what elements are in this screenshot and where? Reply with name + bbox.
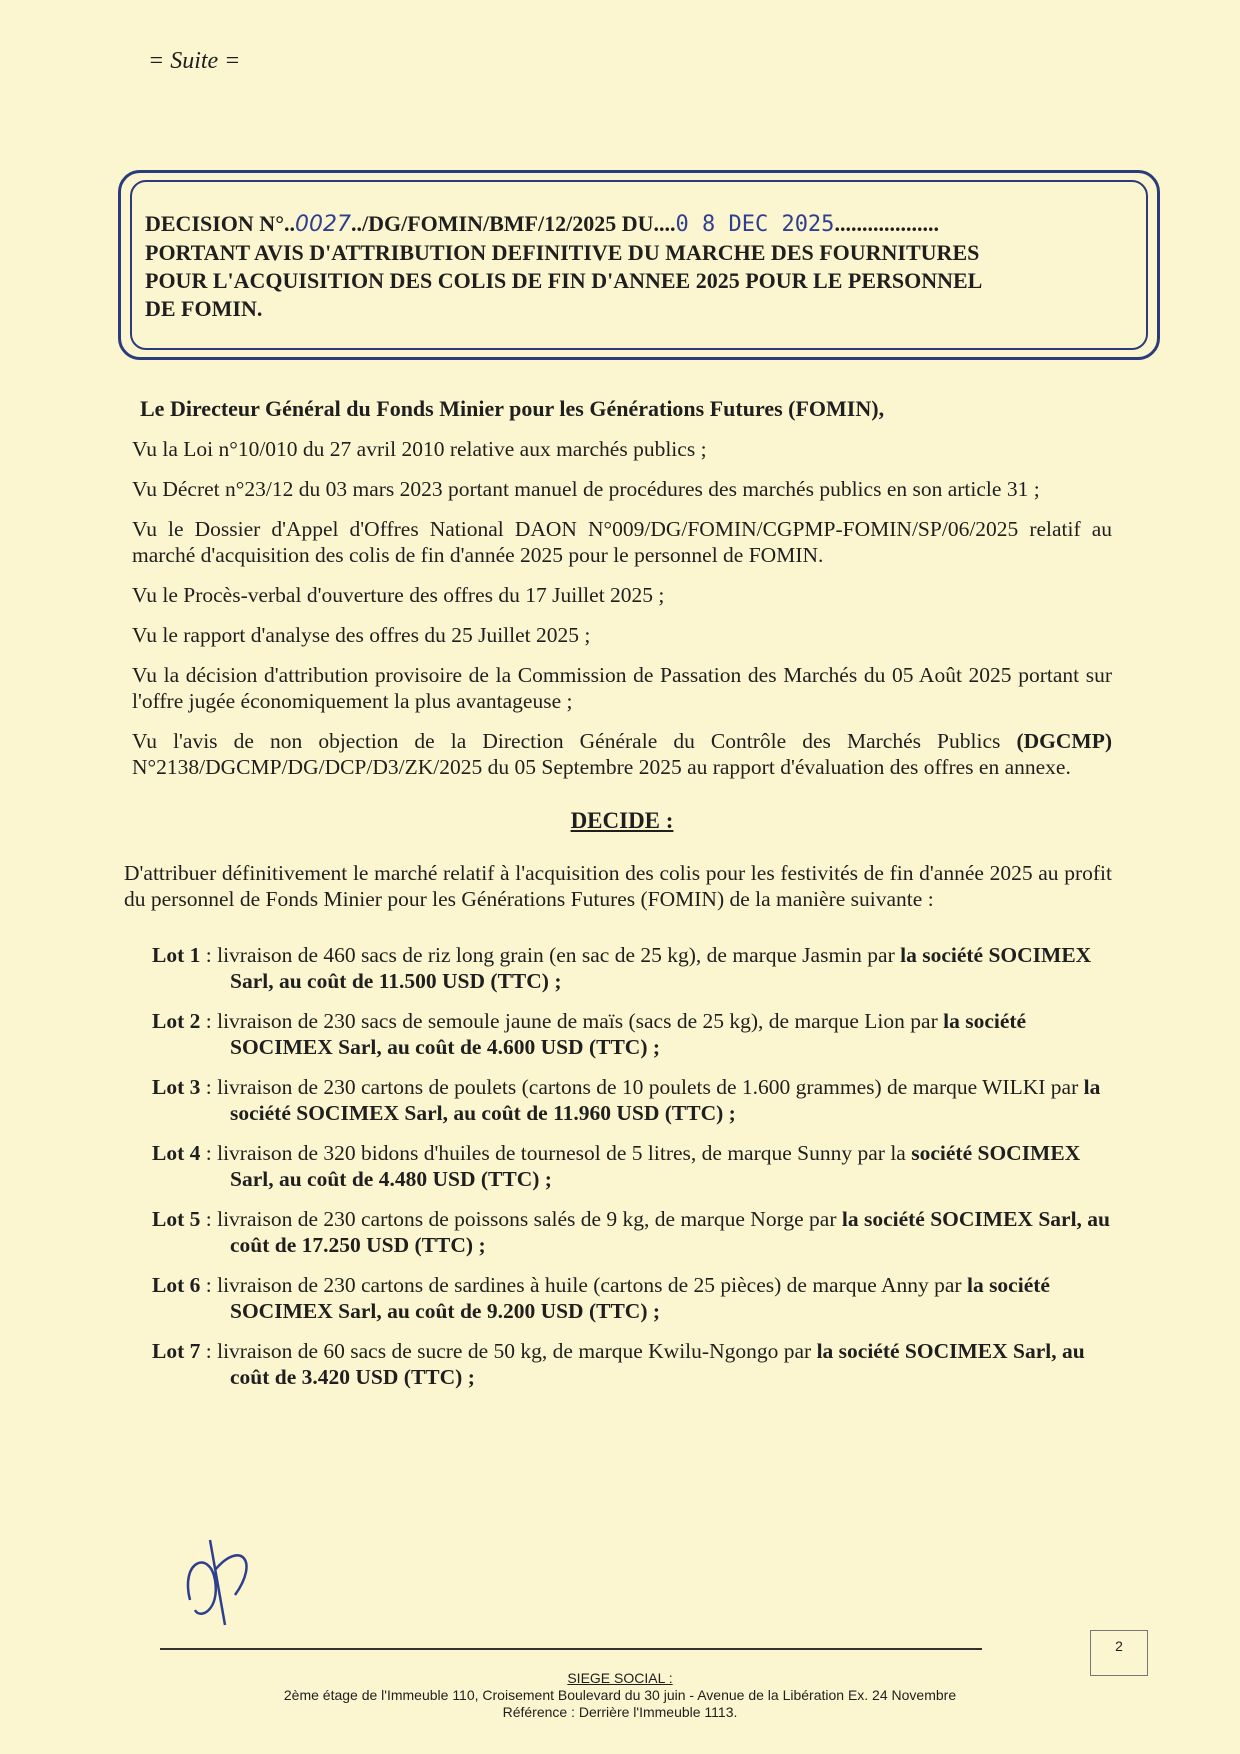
director-line: Le Directeur Général du Fonds Minier pour les Générations Futures (FOMIN), bbox=[140, 396, 885, 421]
decide-intro: D'attribuer définitivement le marché relatif à l'acquisition des colis pour les festivités de fin d'année 2025 au profit du personnel de Fonds Minier pour les Générations Futures (FOMIN) de la manière suivante : bbox=[124, 861, 1112, 911]
lot-label: Lot 3 bbox=[152, 1075, 201, 1099]
lot-text: : livraison de 230 cartons de poissons salés de 9 kg, de marque Norge par bbox=[200, 1207, 842, 1231]
lot-award: société SOCIMEX Sarl, au coût de 4.480 USD (TTC) ; bbox=[230, 1141, 1081, 1191]
decision-title-line-4: DE FOMIN. bbox=[145, 296, 263, 321]
lot-item bbox=[152, 1272, 1112, 1324]
lot-item bbox=[152, 1206, 1112, 1258]
lot-label: Lot 6 bbox=[152, 1273, 201, 1297]
vu-item: Vu Décret n°23/12 du 03 mars 2023 portant manuel de procédures des marchés publics en son article 31 ; bbox=[132, 477, 1040, 501]
decision-heading bbox=[145, 210, 1125, 323]
lot-award: la société SOCIMEX Sarl, au coût de 17.250 USD (TTC) ; bbox=[230, 1207, 1111, 1257]
dots-a: .... bbox=[653, 211, 676, 236]
page-number: 2 bbox=[1090, 1630, 1148, 1676]
lot-award: la société SOCIMEX Sarl, au coût de 11.960 USD (TTC) ; bbox=[230, 1075, 1101, 1125]
lot-text: : livraison de 230 cartons de poulets (cartons de 10 poulets de 1.600 grammes) de marque WILKI par bbox=[200, 1075, 1084, 1099]
vu-last-text: Vu l'avis de non objection de la Direction Générale du Contrôle des Marchés Publics bbox=[132, 729, 1017, 753]
decision-number-line bbox=[145, 210, 1125, 239]
lot-text: : livraison de 230 sacs de semoule jaune de maïs (sacs de 25 kg), de marque Lion par bbox=[200, 1009, 944, 1033]
lot-item bbox=[152, 1140, 1112, 1192]
lot-text: : livraison de 460 sacs de riz long grain (en sac de 25 kg), de marque Jasmin par bbox=[200, 943, 901, 967]
footer-title: SIEGE SOCIAL : bbox=[567, 1670, 673, 1686]
lot-label: Lot 7 bbox=[152, 1339, 201, 1363]
footer-reference: Référence : Derrière l'Immeuble 1113. bbox=[502, 1704, 738, 1720]
lot-text: : livraison de 60 sacs de sucre de 50 kg, de marque Kwilu-Ngongo par bbox=[200, 1339, 817, 1363]
vu-item-dgcmp bbox=[132, 728, 1112, 780]
footer-address: 2ème étage de l'Immeuble 110, Croisement Boulevard du 30 juin - Avenue de la Libération Ex. 24 Novembre bbox=[283, 1687, 957, 1703]
lot-award: la société SOCIMEX Sarl, au coût de 11.500 USD (TTC) ; bbox=[230, 943, 1092, 993]
dots-b: ................... bbox=[834, 211, 939, 236]
lot-label: Lot 5 bbox=[152, 1207, 201, 1231]
decision-title-line-2: PORTANT AVIS D'ATTRIBUTION DEFINITIVE DU MARCHE DES FOURNITURES bbox=[145, 240, 980, 265]
date-stamp: 0 8 DEC 2025 bbox=[675, 212, 835, 237]
decision-reference: ../DG/FOMIN/BMF/12/2025 DU bbox=[351, 211, 654, 236]
vu-item: Vu la Loi n°10/010 du 27 avril 2010 relative aux marchés publics ; bbox=[132, 437, 707, 461]
vu-item: Vu le Dossier d'Appel d'Offres National DAON N°009/DG/FOMIN/CGPMP-FOMIN/SP/06/2025 relatif au marché d'acquisition des colis de fin d'année 2025 pour le personnel de FOMIN. bbox=[132, 517, 1112, 567]
lot-item bbox=[152, 1008, 1112, 1060]
vu-item: Vu le Procès-verbal d'ouverture des offres du 17 Juillet 2025 ; bbox=[132, 583, 665, 607]
footer bbox=[130, 1670, 1110, 1721]
decide-title: DECIDE : bbox=[570, 808, 674, 833]
lot-award: la société SOCIMEX Sarl, au coût de 3.420 USD (TTC) ; bbox=[230, 1339, 1085, 1389]
lot-text: : livraison de 320 bidons d'huiles de tournesol de 5 litres, de marque Sunny par la bbox=[200, 1141, 912, 1165]
decision-prefix: DECISION N°.. bbox=[145, 211, 295, 236]
lot-label: Lot 2 bbox=[152, 1009, 201, 1033]
vu-item: Vu le rapport d'analyse des offres du 25 Juillet 2025 ; bbox=[132, 623, 591, 647]
vu-item: Vu la décision d'attribution provisoire de la Commission de Passation des Marchés du 05 Août 2025 portant sur l'offre jugée économiquement la plus avantageuse ; bbox=[132, 663, 1112, 713]
handwritten-number: 0027 bbox=[295, 212, 351, 237]
decision-title-line-3: POUR L'ACQUISITION DES COLIS DE FIN D'ANNEE 2025 POUR LE PERSONNEL bbox=[145, 268, 983, 293]
lot-award: la société SOCIMEX Sarl, au coût de 9.200 USD (TTC) ; bbox=[230, 1273, 1050, 1323]
lot-label: Lot 1 bbox=[152, 943, 201, 967]
suite-label: = Suite = bbox=[148, 48, 241, 74]
signature-mark bbox=[180, 1520, 280, 1630]
footer-rule bbox=[160, 1648, 982, 1650]
lot-label: Lot 4 bbox=[152, 1141, 201, 1165]
lot-item bbox=[152, 1074, 1112, 1126]
lot-item bbox=[152, 1338, 1112, 1390]
lot-item bbox=[152, 942, 1112, 994]
lot-text: : livraison de 230 cartons de sardines à huile (cartons de 25 pièces) de marque Anny par bbox=[200, 1273, 967, 1297]
document-body bbox=[124, 396, 1112, 1404]
vu-last-bold: (DGCMP) bbox=[1016, 729, 1112, 753]
lot-award: la société SOCIMEX Sarl, au coût de 4.600 USD (TTC) ; bbox=[230, 1009, 1027, 1059]
vu-last-tail: N°2138/DGCMP/DG/DCP/D3/ZK/2025 du 05 Septembre 2025 au rapport d'évaluation des offres en annexe. bbox=[132, 755, 1071, 779]
